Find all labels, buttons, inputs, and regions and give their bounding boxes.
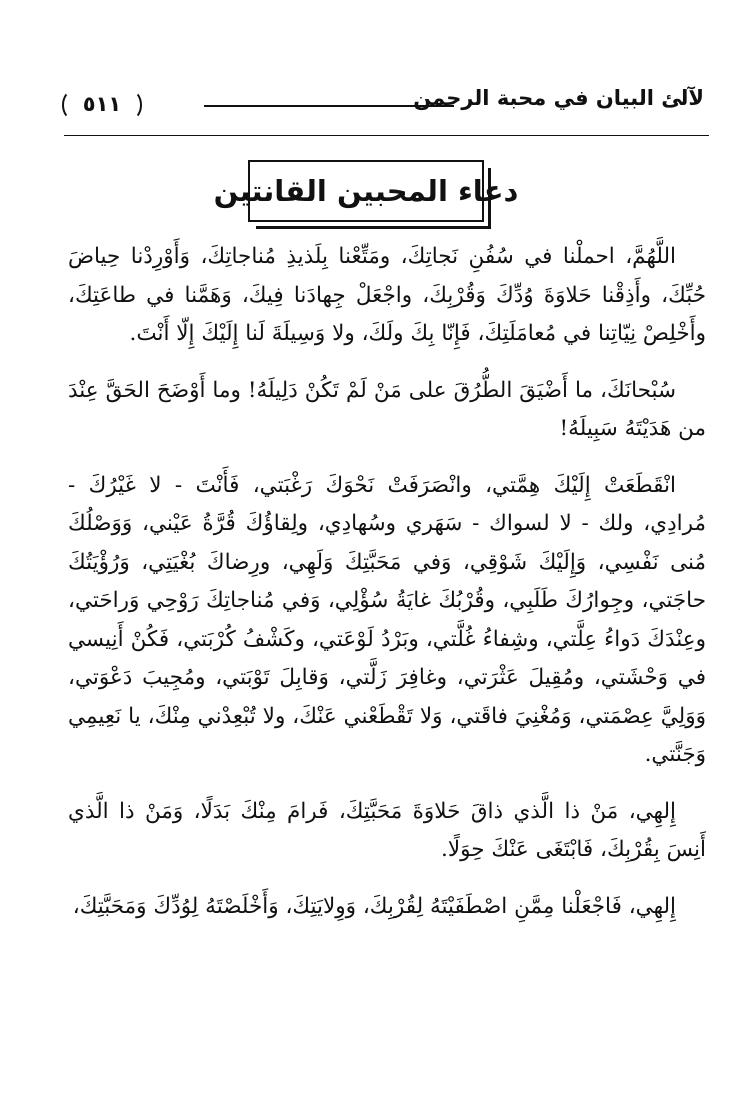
paragraph: إِلهِي، مَنْ ذا الَّذي ذاقَ حَلاوَةَ مَحَبَّتِكَ، فَرامَ مِنْكَ بَدَلًا، وَمَنْ ذا الَّذي أَنِسَ بِقُرْبِكَ، فَابْتَغَى عَنْكَ حِوَلًا. [68, 798, 706, 862]
section-title-box [213, 160, 519, 222]
paragraph: اللَّهُمَّ، احملْنا في سُفُنِ نَجاتِكَ، ومَتِّعْنا بِلَذيذِ مُناجاتِكَ، وَأَوْرِدْنا حِياضَ حُبِّكَ، وأَذِقْنا حَلاوَةَ وُدِّكَ وَقُرْبِكَ، واجْعَلْ جِهادَنا فِيكَ، وَهَمَّنا في طاعَتِكَ، وأَخْلِصْ نِيّاتِنا في مُعامَلَتِكَ، فَإِنّا بِكَ ولَكَ، ولا وَسِيلَةَ لَنا إِلَيْكَ إِلّا أَنْتَ. [68, 244, 706, 346]
section-title: دعاء المحبين القانتين [213, 174, 519, 208]
page-header [64, 80, 704, 130]
page-number: ٥١١ [64, 86, 140, 122]
paragraph: سُبْحانَكَ، ما أَضْيَقَ الطُّرُقَ على مَنْ لَمْ تَكُنْ دَلِيلَهُ! وما أَوْضَحَ الحَقَّ عِنْدَ من هَدَيْتَهُ سَبِيلَهُ! [68, 377, 706, 441]
paragraph: إِلهِي، فَاجْعَلْنا مِمَّنِ اصْطَفَيْتَهُ لِقُرْبِكَ، وَوِلايَتِكَ، وَأَخْلَصْتَهُ لِوُدِّكَ وَمَحَبَّتِكَ، [72, 893, 676, 919]
header-divider [64, 135, 709, 136]
page-body [68, 238, 706, 944]
paragraph: انْقَطَعَتْ إِلَيْكَ هِمَّتي، وانْصَرَفَتْ نَحْوَكَ رَغْبَتي، فَأَنْتَ - لا غَيْرُكَ - مُرادِي، ولك - لا لسواك - سَهَري وسُهادِي، ولِقاؤُكَ قُرَّةُ عَيْني، وَوَصْلُكَ مُنى نَفْسِي، وَإِلَيْكَ شَوْقِي، وَفي مَحَبَّتِكَ وَلَهِي، ورِضاكَ بُغْيَتِي، وَرُؤْيَتُكَ حاجَتي، وجِوارُكَ طَلَبِي، وقُرْبُكَ غايَةُ سُؤْلِي، وَفي مُناجاتِكَ رَوْحِي وَراحَتي، وعِنْدَكَ دَواءُ عِلَّتي، وشِفاءُ غُلَّتي، وبَرْدُ لَوْعَتي، وكَشْفُ كُرْبَتي، فَكُنْ أَنِيسي في وَحْشَتي، ومُقِيلَ عَثْرَتي، وغافِرَ زَلَّتي، وَقابِلَ تَوْبَتي، ومُجِيبَ دَعْوَتي، وَوَلِيَّ عِصْمَتي، وَمُغْنِيَ فاقَتي، وَلا تَقْطَعْني عَنْكَ، ولا تُبْعِدْني مِنْكَ، يا نَعِيمِي وَجَنَّتي. [68, 472, 706, 767]
running-title: لآلئ البيان في محبة الرحمن [413, 86, 704, 110]
